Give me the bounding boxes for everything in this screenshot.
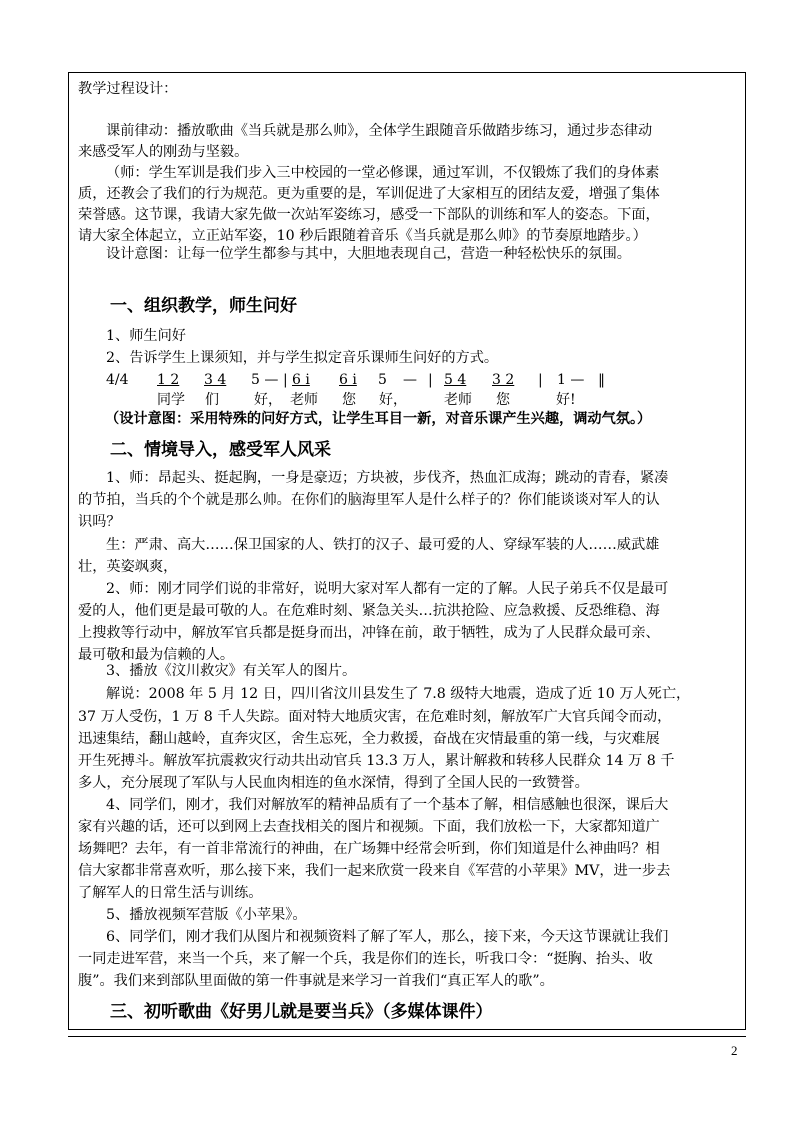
- section2-line: 的节拍，当兵的个个就是那么帅。在你们的脑海里军人是什么样子的？你们能谈谈对军人的认: [78, 492, 660, 508]
- score-lyric: 老师: [444, 392, 472, 408]
- section2-line: 识吗？: [78, 514, 121, 530]
- section1-heading: 一、组织教学，师生问好: [110, 296, 297, 316]
- section2-line: 一同走进军营，来当一个兵，来了解一个兵，我是你们的连长，听我口令：“挺胸、抬头、收: [78, 951, 653, 967]
- section2-line: 生：严肃、高大……保卫国家的人、铁打的汉子、最可爱的人、穿绿军装的人……威武雄: [106, 537, 660, 553]
- teacher-line-4: 请大家全体起立，立正站军姿，10 秒后跟随着音乐《当兵就是那么帅》的节奏原地踏步。）: [78, 228, 647, 244]
- section3-heading: 三、初听歌曲《好男儿就是要当兵》（多媒体课件）: [110, 1002, 493, 1022]
- section2-line: 2、师：刚才同学们说的非常好，说明大家对军人都有一定的了解。人民子弟兵不仅是最可: [106, 581, 669, 597]
- section2-line: 家有兴趣的话，还可以到网上去查找相关的图片和视频。下面，我们放松一下，大家都知道广: [78, 819, 660, 835]
- section2-line: 了解军人的日常生活与训练。: [78, 885, 263, 901]
- section-label: 教学过程设计：: [78, 81, 178, 97]
- teacher-line-3: 荣誉感。这节课，我请大家先做一次站军姿练习，感受一下部队的训练和军人的姿态。下面，: [78, 207, 660, 223]
- section2-line: 腹”。我们来到部队里面做的第一件事就是来学习一首我们“真正军人的歌”。: [78, 973, 554, 989]
- score-lyric: 好!: [556, 392, 576, 408]
- score-group-7: —: [403, 372, 417, 388]
- score-lyric: 同学: [157, 392, 185, 408]
- section2-line: 迅速集结，翻山越岭，直奔灾区，舍生忘死，全力救援，奋战在灾情最重的第一线，与灾难展: [78, 731, 660, 747]
- score-barline: |: [428, 372, 433, 388]
- score-group-2: 3 4: [204, 372, 227, 388]
- warmup-intent: 设计意图：让每一位学生都参与其中，大胆地表现自己，营造一种轻松快乐的氛围。: [106, 246, 631, 262]
- section2-heading: 二、情境导入，感受军人风采: [110, 440, 331, 460]
- section2-line: 6、同学们，刚才我们从图片和视频资料了解了军人，那么，接下来，今天这节课就让我们: [106, 929, 669, 945]
- teacher-line-1: （师：学生军训是我们步入三中校园的一堂必修课，通过军训，不仅锻炼了我们的身体素: [106, 165, 660, 181]
- score-lyric: 您: [496, 392, 510, 408]
- section2-line: 上搜救等行动中，解放军官兵都是挺身而出，冲锋在前，敢于牺牲，成为了人民群众最可亲、: [78, 625, 660, 641]
- score-group-5: 6 i: [339, 372, 357, 388]
- score-lyric: 您: [342, 392, 356, 408]
- section2-line: 爱的人，他们更是最可敬的人。在危难时刻、紧急关头…抗洪抢险、应急救援、反恐维稳、海: [78, 603, 660, 619]
- table-bottom-line: [68, 1036, 746, 1037]
- score-group-4: 6 i: [292, 372, 310, 388]
- score-barline: |: [538, 372, 543, 388]
- teacher-line-2: 质，还教会了我们的行为规范。更为重要的是，军训促进了大家相互的团结友爱，增强了集体: [78, 186, 660, 202]
- score-lyric: 好，: [379, 392, 407, 408]
- section2-line: 最可敬和最为信赖的人。: [78, 647, 235, 663]
- score-barline: |: [283, 372, 288, 388]
- warmup-line-2: 来感受军人的刚劲与坚毅。: [78, 144, 249, 160]
- section2-line: 4、同学们，刚才，我们对解放军的精神品质有了一个基本了解，相信感触也很深，课后大: [106, 797, 669, 813]
- section2-line: 1、师：昂起头、挺起胸，一身是豪迈；方块被，步伐齐，热血汇成海；跳动的青春，紧凑: [106, 470, 669, 486]
- score-group-9: 3 2: [492, 372, 515, 388]
- score-meter: 4/4: [106, 372, 129, 388]
- section2-line: 信大家都非常喜欢听，那么接下来，我们一起来欣赏一段来自《军营的小苹果》MV，进一步去: [78, 863, 671, 879]
- warmup-line-1: 课前律动：播放歌曲《当兵就是那么帅》，全体学生跟随音乐做踏步练习，通过步态律动: [106, 123, 653, 139]
- score-group-6: 5: [378, 372, 387, 388]
- section1-item-1: 1、师生问好: [106, 328, 186, 344]
- score-final-barline: ‖: [598, 372, 605, 388]
- section2-line: 开生死搏斗。解放军抗震救灾行动共出动官兵 13.3 万人，累计解救和转移人民群众 14 万 8 千: [78, 753, 675, 769]
- page-number: 2: [731, 1043, 738, 1058]
- section2-line: 3、播放《汶川救灾》有关军人的图片。: [106, 663, 357, 679]
- score-lyric: 们: [205, 392, 219, 408]
- section2-line: 多人，充分展现了军队与人民血肉相连的鱼水深情，得到了全国人民的一致赞誉。: [78, 775, 589, 791]
- score-lyric: 好，: [254, 392, 282, 408]
- section2-line: 壮，英姿飒爽，: [78, 559, 178, 575]
- section1-intent: （设计意图：采用特殊的问好方式，让学生耳目一新，对音乐课产生兴趣，调动气氛。）: [105, 411, 652, 427]
- score-group-3: 5 —: [251, 372, 279, 388]
- section1-item-2: 2、告诉学生上课须知，并与学生拟定音乐课师生问好的方式。: [106, 350, 499, 366]
- section2-line: 解说：2008 年 5 月 12 日，四川省汶川县发生了 7.8 级特大地震，造成了近 10 万人死亡，: [106, 686, 691, 702]
- score-group-8: 5 4: [444, 372, 467, 388]
- section2-line: 37 万人受伤，1 万 8 千人失踪。面对特大地质灾害，在危难时刻，解放军广大官兵闻令而动，: [78, 709, 672, 725]
- score-lyric: 老师: [290, 392, 318, 408]
- score-group-10: 1 —: [557, 372, 585, 388]
- section2-line: 场舞吧？去年，有一首非常流行的神曲，在广场舞中经常会听到，你们知道是什么神曲吗？相: [78, 841, 660, 857]
- score-group-1: 1 2: [157, 372, 180, 388]
- section2-line: 5、播放视频军营版《小苹果》。: [106, 907, 307, 923]
